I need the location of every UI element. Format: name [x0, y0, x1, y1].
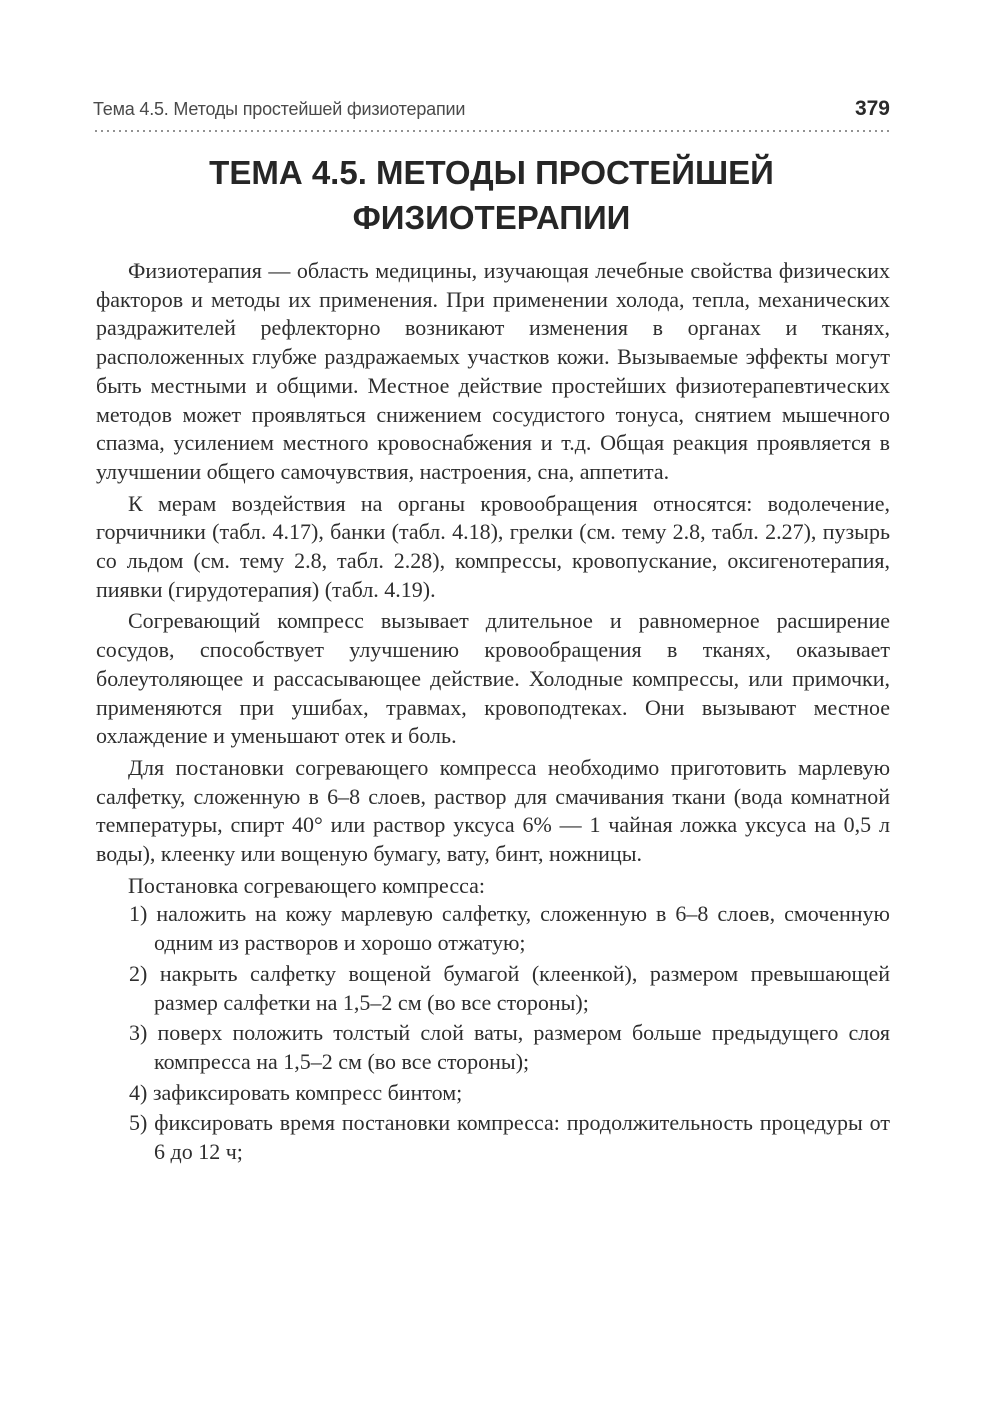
- list-item: 2) накрыть салфетку вощеной бумагой (клеенкой), размером превышающей размер салфетки на 1,5–2 см (во все стороны);: [129, 960, 890, 1015]
- running-title: Тема 4.5. Методы простейшей физиотерапии: [93, 99, 466, 119]
- list-item: 4) зафиксировать компресс бинтом;: [129, 1079, 463, 1105]
- list-item: 1) наложить на кожу марлевую салфетку, сложенную в 6–8 слоев, смоченную одним из растворов и хорошо отжатую;: [129, 901, 890, 956]
- page-number: 379: [854, 97, 890, 120]
- compress-steps-list: [96, 900, 890, 1166]
- body-text: [96, 257, 890, 1169]
- paragraph-compress-materials: Для постановки согревающего компресса необходимо приготовить марлевую салфетку, сложенную в 6–8 слоев, раствор для смачивания ткани (вода комнатной температуры, спирт 40° или раствор уксуса 6% — 1 чайная ложка уксуса на 0,5 л воды), клеенку или вощеную бумагу, вату, бинт, ножницы.: [96, 754, 890, 867]
- list-item: 3) поверх положить толстый слой ваты, размером больше предыдущего слоя компресса на 1,5–2 см (во все стороны);: [129, 1020, 890, 1074]
- running-header: [93, 97, 890, 121]
- chapter-title-line-1: ТЕМА 4.5. МЕТОДЫ ПРОСТЕЙШЕЙ: [209, 154, 774, 191]
- list-intro: Постановка согревающего компресса:: [128, 872, 485, 898]
- paragraph-physiotherapy-definition: Физиотерапия — область медицины, изучающая лечебные свойства физических факторов и методы их применения. При применении холода, тепла, механических раздражителей рефлекторно возникают изменения в органах и тканях, расположенных глубже раздражаемых участков кожи. Вызываемые эффекты могут быть местными и общими. Местное действие простейших физиотерапевтических методов может проявляться снижением сосудистого тонуса, снятием мышечного спазма, усилением местного кровоснабжения и т.д. Общая реакция проявляется в улучшении общего самочувствия, настроения, сна, аппетита.: [96, 258, 890, 484]
- chapter-title-line-2: ФИЗИОТЕРАПИИ: [352, 199, 631, 236]
- header-dotted-rule: [93, 130, 890, 132]
- chapter-title: [93, 150, 890, 240]
- paragraph-warming-compress-effects: Согревающий компресс вызывает длительное и равномерное расширение сосудов, способствует улучшению кровообращения в тканях, оказывает болеутоляющее и рассасывающее действие. Холодные компрессы, или примочки, применяются при ушибах, травмах, кровоподтеках. Они вызывают местное охлаждение и уменьшают отек и боль.: [96, 608, 890, 749]
- paragraph-circulation-measures: К мерам воздействия на органы кровообращения относятся: водолечение, горчичники (табл. 4.17), банки (табл. 4.18), грелки (см. тему 2.8, табл. 2.27), пузырь со льдом (см. тему 2.8, табл. 2.28), компрессы, кровопускание, оксигенотерапия, пиявки (гирудотерапия) (табл. 4.19).: [96, 490, 890, 602]
- list-item: 5) фиксировать время постановки компресса: продолжительность процедуры от 6 до 12 ч;: [129, 1110, 890, 1165]
